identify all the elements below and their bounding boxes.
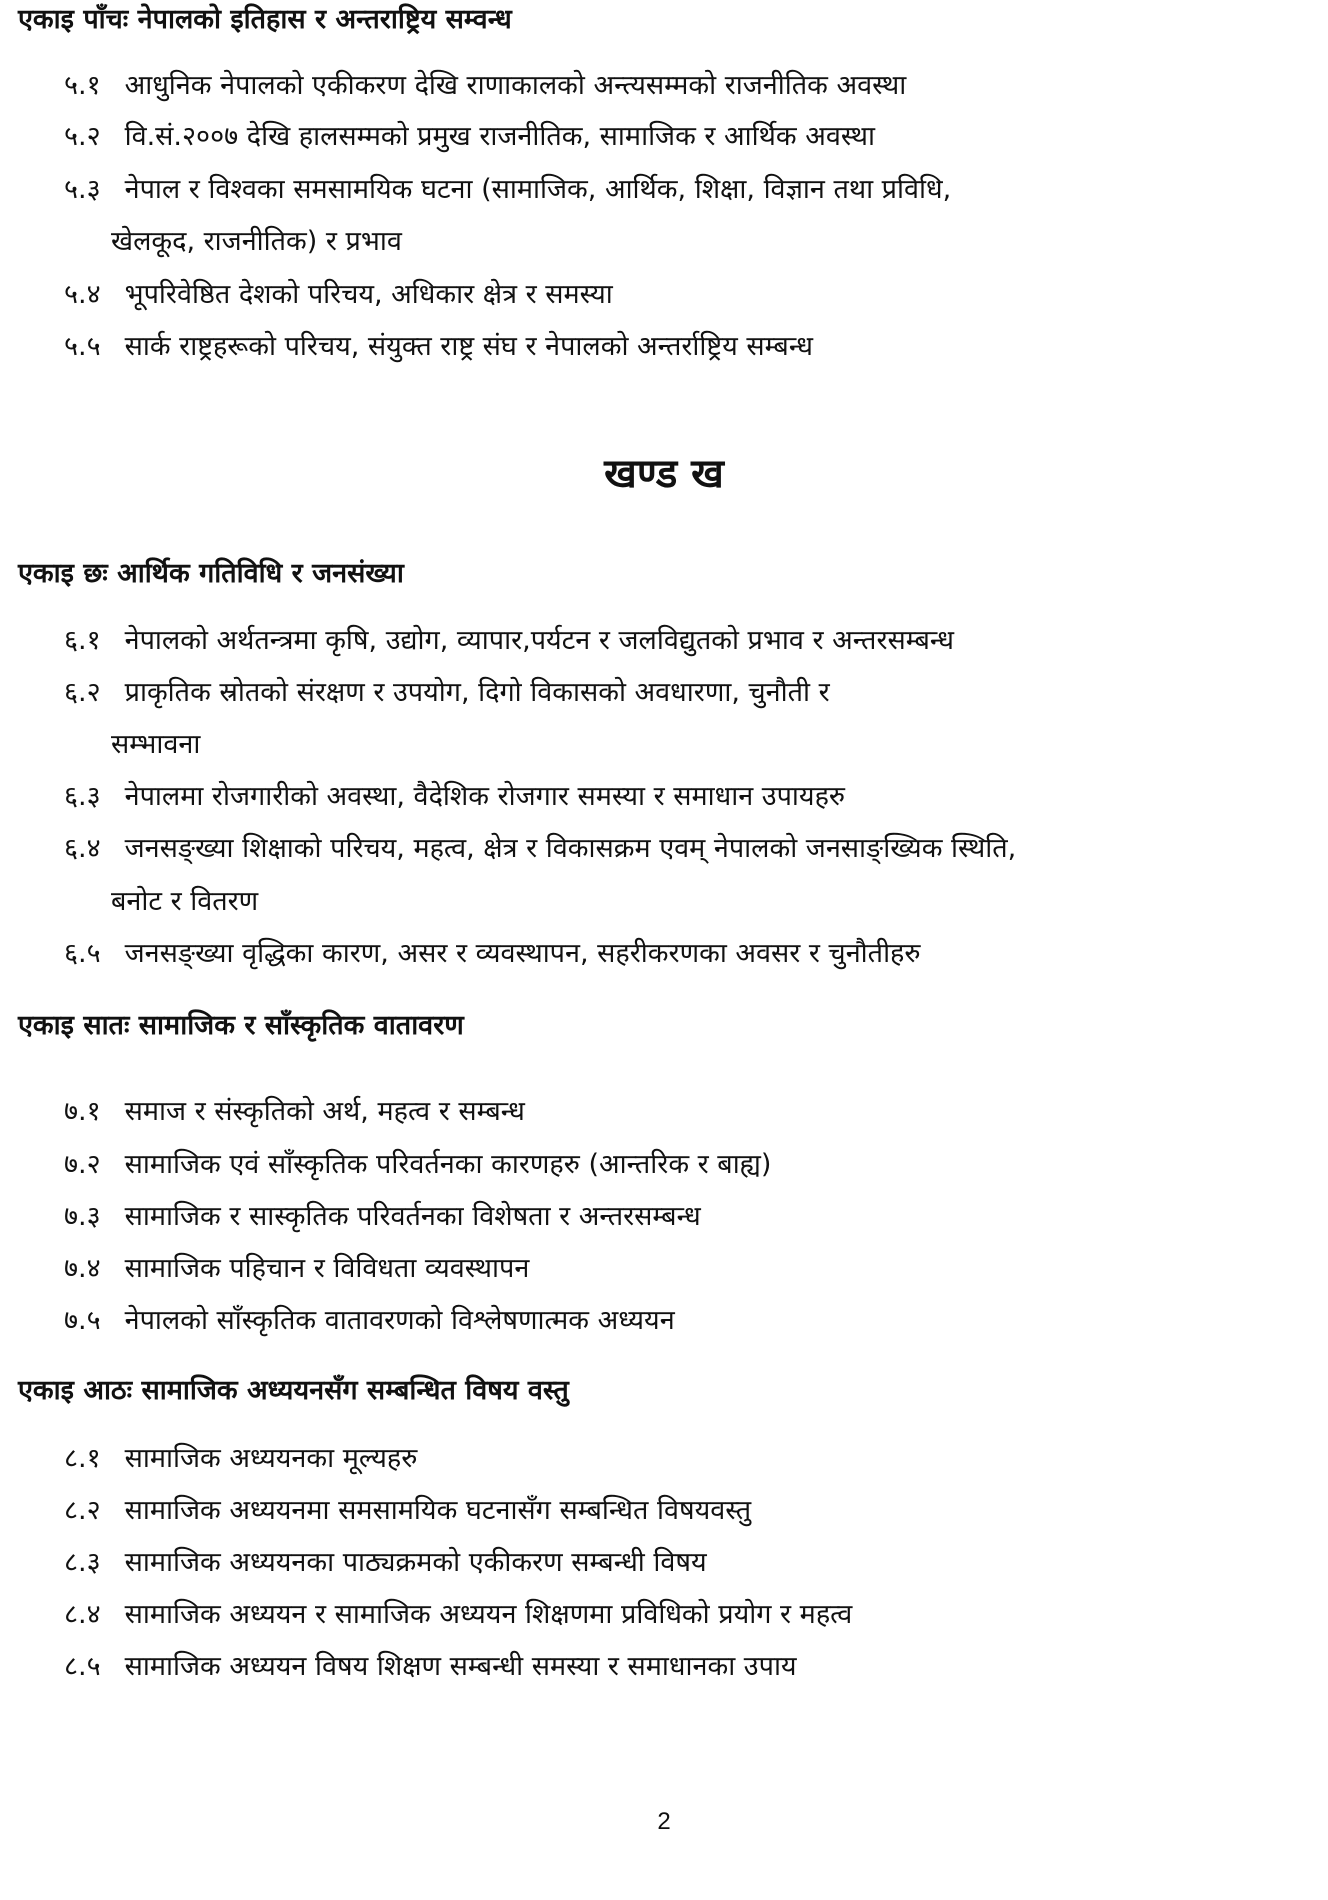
unit-8-item-3 bbox=[64, 1547, 707, 1579]
item-number: ५.१ bbox=[64, 70, 101, 101]
item-text: नेपालको अर्थतन्त्रमा कृषि, उद्योग, व्यापार,पर्यटन र जलविद्युतको प्रभाव र अन्तरसम्बन्ध bbox=[124, 625, 955, 656]
item-number: ५.३ bbox=[64, 174, 101, 205]
item-text: सामाजिक अध्ययन विषय शिक्षण सम्बन्धी समस्या र समाधानका उपाय bbox=[124, 1651, 797, 1682]
unit-7-item-5 bbox=[64, 1305, 675, 1337]
item-number: ७.३ bbox=[64, 1201, 101, 1232]
unit-6-item-5 bbox=[64, 938, 921, 970]
unit-7-item-2 bbox=[64, 1149, 771, 1181]
item-text: जनसङ्ख्या शिक्षाको परिचय, महत्व, क्षेत्र र विकासक्रम एवम् नेपालको जनसाङ्ख्यिक स्थिति, bbox=[124, 833, 1017, 864]
item-text: सामाजिक अध्ययनका मूल्यहरु bbox=[124, 1443, 418, 1474]
unit-7-item-1 bbox=[64, 1096, 525, 1128]
unit-6-item-4-continuation: बनोट र वितरण bbox=[111, 886, 259, 917]
item-text: आधुनिक नेपालको एकीकरण देखि राणाकालको अन्त्यसम्मको राजनीतिक अवस्था bbox=[124, 70, 907, 101]
item-text: प्राकृतिक स्रोतको संरक्षण र उपयोग, दिगो विकासको अवधारणा, चुनौती र bbox=[124, 677, 830, 708]
unit-8-item-5 bbox=[64, 1651, 797, 1683]
item-number: ६.२ bbox=[64, 677, 101, 708]
unit-5-item-2 bbox=[64, 121, 875, 153]
item-number: ५.५ bbox=[64, 331, 101, 362]
item-number: ६.३ bbox=[64, 781, 101, 812]
unit-5-item-3 bbox=[64, 174, 951, 206]
item-text: सामाजिक एवं साँस्कृतिक परिवर्तनका कारणहरु (आन्तरिक र बाह्य) bbox=[124, 1149, 772, 1180]
item-number: ७.२ bbox=[64, 1149, 101, 1180]
item-text: सामाजिक अध्ययन र सामाजिक अध्ययन शिक्षणमा प्रविधिको प्रयोग र महत्व bbox=[124, 1599, 853, 1630]
unit-7-item-3 bbox=[64, 1201, 701, 1233]
item-number: ७.१ bbox=[64, 1096, 101, 1127]
unit-6-item-1 bbox=[64, 625, 954, 657]
item-number: ६.१ bbox=[64, 625, 101, 656]
unit-6-item-3 bbox=[64, 781, 845, 813]
unit-8-item-2 bbox=[64, 1495, 751, 1527]
item-number: ६.५ bbox=[64, 938, 101, 969]
item-text: नेपाल र विश्वका समसामयिक घटना (सामाजिक, आर्थिक, शिक्षा, विज्ञान तथा प्रविधि, bbox=[124, 174, 952, 205]
item-number: ७.५ bbox=[64, 1305, 101, 1336]
unit-7-item-4 bbox=[64, 1253, 529, 1285]
item-text: सामाजिक अध्ययनका पाठ्यक्रमको एकीकरण सम्बन्धी विषय bbox=[124, 1547, 707, 1578]
item-number: ५.२ bbox=[64, 121, 101, 152]
item-text: जनसङ्ख्या वृद्धिका कारण, असर र व्यवस्थापन, सहरीकरणका अवसर र चुनौतीहरु bbox=[124, 938, 921, 969]
unit-7-heading: एकाइ सातः सामाजिक र साँस्कृतिक वातावरण bbox=[18, 1010, 464, 1041]
item-number: ८.३ bbox=[64, 1547, 101, 1578]
item-text: सामाजिक पहिचान र विविधता व्यवस्थापन bbox=[124, 1253, 530, 1284]
item-text: सामाजिक र सास्कृतिक परिवर्तनका विशेषता र अन्तरसम्बन्ध bbox=[124, 1201, 701, 1232]
item-number: ८.१ bbox=[64, 1443, 101, 1474]
item-number: ८.५ bbox=[64, 1651, 101, 1682]
section-title: खण्ड ख bbox=[604, 451, 724, 497]
item-number: ८.२ bbox=[64, 1495, 101, 1526]
item-text: भूपरिवेष्ठित देशको परिचय, अधिकार क्षेत्र र समस्या bbox=[124, 279, 613, 310]
item-number: ६.४ bbox=[64, 833, 101, 864]
item-number: ५.४ bbox=[64, 279, 101, 310]
unit-6-heading: एकाइ छः आर्थिक गतिविधि र जनसंख्या bbox=[18, 558, 404, 589]
unit-5-item-4 bbox=[64, 279, 613, 311]
item-text: सार्क राष्ट्रहरूको परिचय, संयुक्त राष्ट्र संघ र नेपालको अन्तर्राष्ट्रिय सम्बन्ध bbox=[124, 331, 813, 362]
item-number: ८.४ bbox=[64, 1599, 101, 1630]
item-text: समाज र संस्कृतिको अर्थ, महत्व र सम्बन्ध bbox=[124, 1096, 525, 1127]
unit-5-item-3-continuation: खेलकूद, राजनीतिक) र प्रभाव bbox=[111, 226, 402, 257]
unit-8-item-4 bbox=[64, 1599, 852, 1631]
unit-6-item-2-continuation: सम्भावना bbox=[111, 729, 201, 760]
item-text: नेपालमा रोजगारीको अवस्था, वैदेशिक रोजगार समस्या र समाधान उपायहरु bbox=[124, 781, 846, 812]
unit-8-item-1 bbox=[64, 1443, 417, 1475]
page-number: 2 bbox=[657, 1808, 671, 1835]
unit-8-heading: एकाइ आठः सामाजिक अध्ययनसँग सम्बन्धित विषय वस्तु bbox=[18, 1375, 569, 1406]
item-text: नेपालको साँस्कृतिक वातावरणको विश्लेषणात्मक अध्ययन bbox=[124, 1305, 675, 1336]
unit-6-item-4 bbox=[64, 833, 1016, 865]
unit-5-item-1 bbox=[64, 70, 906, 102]
unit-6-item-2 bbox=[64, 677, 830, 709]
item-number: ७.४ bbox=[64, 1253, 101, 1284]
unit-5-item-5 bbox=[64, 331, 813, 363]
item-text: सामाजिक अध्ययनमा समसामयिक घटनासँग सम्बन्धित विषयवस्तु bbox=[124, 1495, 752, 1526]
unit-5-heading: एकाइ पाँचः नेपालको इतिहास र अन्तराष्ट्रिय सम्वन्ध bbox=[18, 4, 512, 35]
item-text: वि.सं.२००७ देखि हालसम्मको प्रमुख राजनीतिक, सामाजिक र आर्थिक अवस्था bbox=[124, 121, 876, 152]
